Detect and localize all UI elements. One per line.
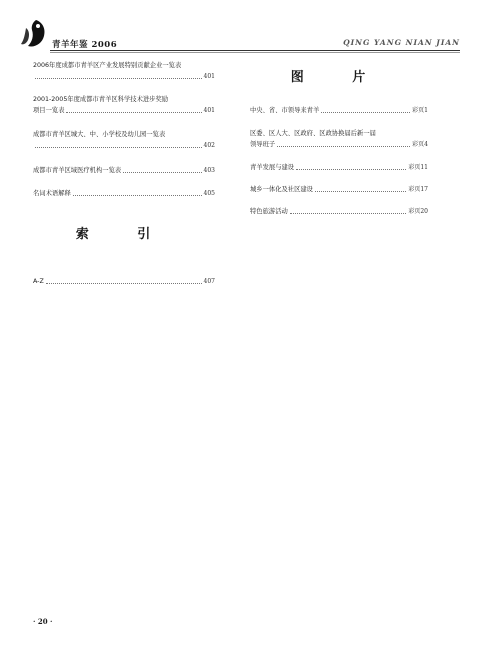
toc-entry-text: 区委、区人大、区政府、区政协换届后新一届 bbox=[250, 130, 376, 137]
header-pinyin: QING YANG NIAN JIAN bbox=[343, 38, 460, 47]
toc-dot-leader bbox=[46, 283, 202, 284]
toc-dot-leader bbox=[315, 191, 406, 192]
index-heading: 索 引 bbox=[75, 227, 173, 242]
toc-entry-row bbox=[33, 105, 215, 116]
toc-entry-title: 中央、省、市领导来青羊 bbox=[250, 107, 320, 114]
toc-entry-text: 2001-2005年度成都市青羊区科学技术进步奖励 bbox=[33, 96, 169, 103]
toc-entry bbox=[33, 94, 215, 116]
left-column bbox=[33, 60, 215, 297]
toc-entry-text: 成都市青羊区城大、中、小学校及幼儿园一览表 bbox=[33, 131, 166, 138]
page-number: · 20 · bbox=[33, 617, 53, 626]
toc-list-pictures bbox=[250, 105, 428, 217]
toc-entry bbox=[250, 162, 428, 173]
toc-entry-title: A-Z bbox=[33, 278, 44, 285]
toc-dot-leader bbox=[296, 169, 406, 170]
toc-entry bbox=[33, 165, 215, 176]
toc-entry-row bbox=[250, 184, 428, 195]
toc-entry bbox=[250, 128, 428, 150]
toc-dot-leader bbox=[277, 146, 410, 147]
toc-entry bbox=[33, 188, 215, 199]
toc-entry bbox=[33, 60, 215, 82]
toc-entry-row bbox=[250, 162, 428, 173]
header-rule-thin bbox=[50, 52, 460, 53]
toc-dot-leader bbox=[66, 112, 201, 113]
toc-entry-row bbox=[250, 105, 428, 116]
toc-page-number: 彩页11 bbox=[408, 164, 428, 171]
toc-entry-row bbox=[33, 188, 215, 199]
toc-page-number: 403 bbox=[203, 167, 215, 174]
toc-entry bbox=[33, 129, 215, 151]
toc-page-number: 401 bbox=[203, 73, 215, 80]
toc-entry bbox=[250, 184, 428, 195]
toc-dot-leader bbox=[321, 112, 410, 113]
toc-dot-leader bbox=[290, 213, 407, 214]
toc-entry-row bbox=[33, 140, 215, 151]
toc-page-number: 彩页20 bbox=[408, 208, 428, 215]
toc-entry-row bbox=[250, 206, 428, 217]
toc-list-index bbox=[33, 276, 215, 287]
toc-page-number: 彩页1 bbox=[412, 107, 428, 114]
header-title: 青羊年鉴 2006 bbox=[52, 40, 118, 50]
toc-entry-title: 名词术语解释 bbox=[33, 190, 71, 197]
toc-entry-row bbox=[33, 276, 215, 287]
toc-entry-row bbox=[33, 71, 215, 82]
header-rule bbox=[50, 50, 460, 51]
toc-entry-title: 城乡一体化及社区建设 bbox=[250, 186, 313, 193]
toc-entry bbox=[250, 206, 428, 217]
right-column bbox=[250, 60, 428, 227]
toc-dot-leader bbox=[73, 195, 202, 196]
toc-page-number: 彩页4 bbox=[412, 141, 428, 148]
toc-page-number: 401 bbox=[203, 107, 215, 114]
toc-entry-title: 成都市青羊区域医疗机构一览表 bbox=[33, 167, 122, 174]
toc-entry bbox=[33, 276, 215, 287]
toc-entry bbox=[250, 105, 428, 116]
toc-entry-title: 项目一览表 bbox=[33, 107, 65, 114]
toc-dot-leader bbox=[35, 78, 202, 79]
yearbook-logo-icon bbox=[20, 18, 50, 50]
toc-dot-leader bbox=[123, 172, 201, 173]
toc-page-number: 彩页17 bbox=[408, 186, 428, 193]
pictures-heading: 图 片 bbox=[290, 70, 388, 85]
toc-page-number: 402 bbox=[203, 142, 215, 149]
toc-entry-title: 特色旅游活动 bbox=[250, 208, 288, 215]
toc-dot-leader bbox=[35, 147, 202, 148]
toc-page-number: 405 bbox=[203, 190, 215, 197]
toc-entry-title: 青羊发展与建设 bbox=[250, 164, 295, 171]
toc-entry-row bbox=[250, 139, 428, 150]
toc-entry-row bbox=[33, 165, 215, 176]
toc-entry-title: 领导班子 bbox=[250, 141, 276, 148]
page-header bbox=[20, 18, 460, 54]
toc-page-number: 407 bbox=[203, 278, 215, 285]
toc-entry-text: 2006年度成都市青羊区产业发展特别贡献企业一览表 bbox=[33, 62, 182, 69]
toc-list-appendix bbox=[33, 60, 215, 199]
